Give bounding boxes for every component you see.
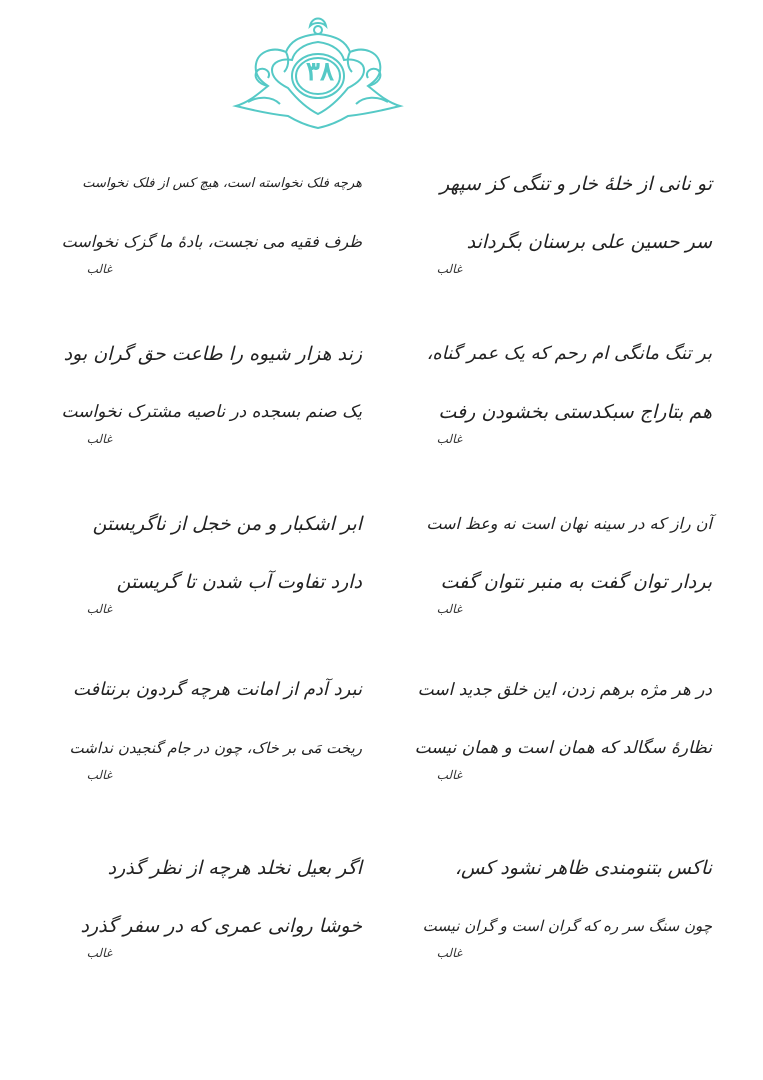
- verse-line: چون سنگ سر ره که گران است و گران نیست: [422, 917, 712, 935]
- poem-block-2: [62, 172, 362, 276]
- poet-signature: غالب: [436, 946, 462, 960]
- poet-signature: غالب: [436, 602, 462, 616]
- poem-block-10: [62, 856, 362, 960]
- poem-block-7: [412, 678, 712, 782]
- verse-line: بردار توان گفت به منبر نتوان گفت: [440, 571, 712, 593]
- verse-line: آن راز که در سینه نهان است نه وعظ است: [426, 514, 712, 533]
- poem-block-6: [62, 512, 362, 616]
- verse-line: خوشا روانی عمری که در سفر گذرد: [80, 915, 362, 937]
- verse-line: تو نانی از خلهٔ خار و تنگی کز سپهر: [440, 173, 712, 195]
- page-number: ۳۸: [306, 57, 334, 87]
- poem-block-9: [412, 856, 712, 960]
- poet-signature: غالب: [86, 768, 112, 782]
- poem-block-8: [62, 678, 362, 782]
- verse-line: هرچه فلک نخواسته است، هیچ کس از فلک نخواست: [82, 176, 362, 191]
- poet-signature: غالب: [436, 432, 462, 446]
- poet-signature: غالب: [86, 946, 112, 960]
- poet-signature: غالب: [86, 262, 112, 276]
- poem-block-5: [412, 512, 712, 616]
- verse-line: ناکس بتنومندی ظاهر نشود کس،: [454, 857, 712, 879]
- verse-line: سر حسین علی برسنان بگرداند: [466, 231, 712, 253]
- verse-line: بر تنگ مانگی ام رحم که یک عمر گناه،: [426, 343, 712, 364]
- poem-block-3: [412, 342, 712, 446]
- poet-signature: غالب: [436, 262, 462, 276]
- verse-line: نظارهٔ سگالد که همان است و همان نیست: [414, 738, 712, 758]
- poet-signature: غالب: [86, 432, 112, 446]
- verse-line: در هر مژه برهم زدن، این خلق جدید است: [417, 680, 712, 700]
- verse-line: زند هزار شیوه را طاعت حق گران بود: [63, 343, 362, 365]
- poem-block-1: [412, 172, 712, 276]
- verse-line: ظرف فقیه می نجست، بادهٔ ما گزک نخواست: [61, 232, 362, 251]
- verse-line: دارد تفاوت آب شدن تا گریستن: [116, 571, 362, 593]
- verse-line: یک صنم بسجده در ناصیه مشترک نخواست: [61, 402, 362, 422]
- verse-line: ریخت مَی بر خاک، چون در جام گنجیدن نداشت: [69, 739, 362, 757]
- verse-line: ابر اشکبار و من خجل از ناگریستن: [92, 513, 362, 535]
- verse-line: هم بتاراج سبکدستی بخشودن رفت: [438, 401, 712, 423]
- verse-line: نبرد آدم از امانت هرچه گردون برنتافت: [72, 679, 362, 700]
- poet-signature: غالب: [86, 602, 112, 616]
- poet-signature: غالب: [436, 768, 462, 782]
- poem-block-4: [62, 342, 362, 446]
- verse-line: اگر بعیل نخلد هرچه از نظر گذرد: [107, 857, 362, 879]
